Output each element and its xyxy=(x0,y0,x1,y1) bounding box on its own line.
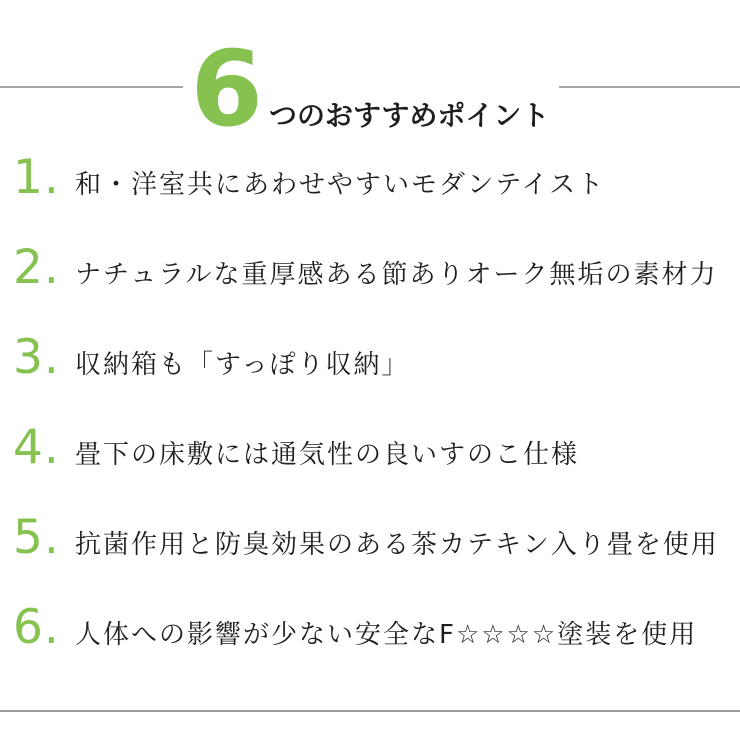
point-text: 畳下の床敷には通気性の良いすのこ仕様 xyxy=(75,440,580,470)
point-number: 6. xyxy=(13,600,60,655)
section-header xyxy=(0,0,740,151)
point-text: 抗菌作用と防臭効果のある茶カテキン入り畳を使用 xyxy=(75,530,719,560)
point-text: 収納箱も「すっぽり収納」 xyxy=(75,350,410,380)
heading-big-number: 6 xyxy=(190,28,264,151)
point-number: 4. xyxy=(13,420,60,475)
section-heading xyxy=(0,21,740,151)
point-number: 1. xyxy=(13,150,60,205)
point-text: 和・洋室共にあわせやすいモダンテイスト xyxy=(75,170,606,200)
point-row-4 xyxy=(0,412,740,502)
point-row-3 xyxy=(0,322,740,412)
point-text: ナチュラルな重厚感ある節ありオーク無垢の素材力 xyxy=(75,260,718,290)
point-number: 2. xyxy=(13,240,60,295)
point-row-6 xyxy=(0,592,740,682)
point-text: 人体への影響が少ない安全なF☆☆☆☆塗装を使用 xyxy=(75,620,698,650)
heading-title: つのおすすめポイント xyxy=(269,99,550,133)
point-number: 5. xyxy=(13,510,60,565)
point-number: 3. xyxy=(13,330,60,385)
points-list xyxy=(0,142,740,682)
point-row-5 xyxy=(0,502,740,592)
point-row-2 xyxy=(0,232,740,322)
bottom-divider xyxy=(0,710,740,712)
point-row-1 xyxy=(0,142,740,232)
